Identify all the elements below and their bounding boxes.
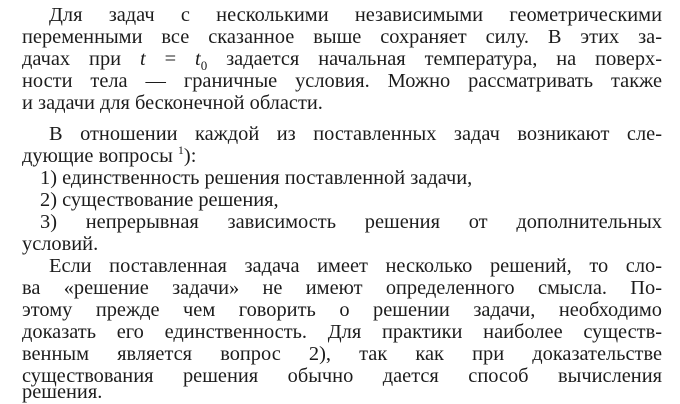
paragraph-2-line-2-post: ): — [183, 145, 197, 167]
list-item-2: 2) существование решения, — [40, 189, 279, 211]
list-item-3-continuation: условий. — [22, 233, 99, 255]
paragraph-1-line-4: ности тела — граничные условия. Можно рассматривать также — [22, 70, 662, 92]
paragraph-3-line-4: доказать его единственность. Для практики наиболее существ- — [22, 321, 662, 343]
math-variable-t0: t — [195, 48, 201, 70]
paragraph-1-line-1: Для задач с несколькими независимыми геометрическими — [49, 4, 662, 26]
paragraph-3-line-6: существования решения обычно дается способ вычисления — [22, 365, 662, 387]
paragraph-1-line-3-post: задается начальная температура, на поверх- — [207, 48, 663, 70]
paragraph-2-line-1: В отношении каждой из поставленных задач возникают сле- — [49, 123, 662, 145]
paragraph-2-line-2-pre: дующие вопросы — [22, 145, 178, 167]
list-item-1: 1) единственность решения поставленной задачи, — [40, 167, 473, 189]
math-subscript-zero: 0 — [200, 58, 208, 74]
paragraph-3-line-1: Если поставленная задача имеет несколько решений, то сло- — [49, 255, 662, 277]
paragraph-1-line-3 — [22, 48, 663, 74]
paragraph-1-line-3-pre: дачах при — [22, 48, 140, 70]
math-variable-t: t — [140, 48, 146, 70]
paragraph-1-line-5: и задачи для бесконечной области. — [22, 92, 323, 114]
list-item-3: 3) непрерывная зависимость решения от дополнительных — [40, 211, 662, 233]
paragraph-2-line-2 — [22, 145, 662, 167]
paragraph-3-line-7: решения. — [22, 381, 103, 403]
math-equals: = — [145, 48, 196, 70]
paragraph-3-line-5: венным является вопрос 2), так как при доказательстве — [22, 343, 662, 365]
paragraph-3-line-2: ва «решение задачи» не имеют определенного смысла. По- — [22, 277, 662, 299]
footnote-marker: 1 — [177, 143, 184, 158]
paragraph-1-line-2: переменными все сказанное выше сохраняет силу. В этих за- — [22, 26, 662, 48]
paragraph-3-line-3: этому прежде чем говорить о решении задачи, необходимо — [22, 299, 662, 321]
